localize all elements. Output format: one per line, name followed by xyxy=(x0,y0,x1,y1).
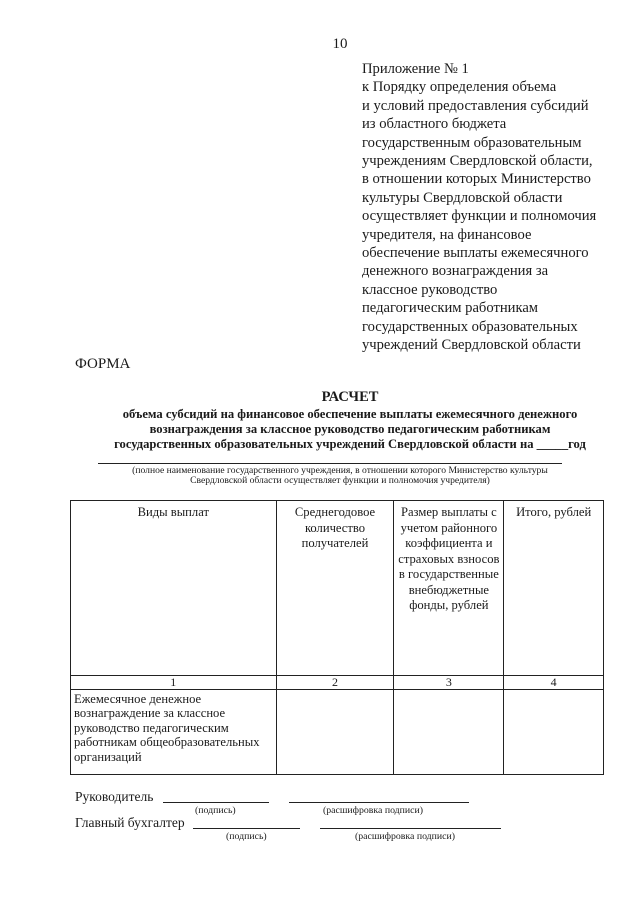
appendix-line: учреждений Свердловской области xyxy=(362,337,581,354)
form-label: ФОРМА xyxy=(75,356,131,372)
director-signature-caption: (подпись) xyxy=(195,805,236,816)
column-number: 4 xyxy=(504,676,604,690)
table-header-row xyxy=(71,501,604,676)
column-number: 1 xyxy=(71,676,277,690)
director-decoding-line[interactable] xyxy=(289,802,469,803)
director-signature-line[interactable] xyxy=(163,802,269,803)
director-label: Руководитель xyxy=(75,789,154,804)
payment-type-cell: Ежемесячное денежное вознаграждение за классное руководство педагогическим работникам общеобразовательных организаций xyxy=(71,690,277,775)
header-payment-amount: Размер выплаты с учетом районного коэффициента и страховых взносов в государственные внебюджетные фонды, рублей xyxy=(394,501,504,676)
column-number-row xyxy=(71,676,604,690)
director-decoding-caption: (расшифровка подписи) xyxy=(323,805,424,816)
appendix-line: из областного бюджета xyxy=(362,116,507,133)
appendix-header xyxy=(362,60,632,355)
institution-name-line[interactable] xyxy=(98,463,562,464)
appendix-line: учредителя, на финансовое xyxy=(362,226,532,243)
table-row xyxy=(71,690,604,775)
accountant-signature-line[interactable] xyxy=(193,828,300,829)
appendix-line: государственных образовательных xyxy=(362,318,578,335)
appendix-line: культуры Свердловской области xyxy=(362,189,563,206)
caption-line: (полное наименование государственного учреждения, в отношении которого Министерство культуры xyxy=(132,465,548,476)
total-cell[interactable] xyxy=(504,690,604,775)
amount-cell[interactable] xyxy=(394,690,504,775)
recipients-cell[interactable] xyxy=(276,690,394,775)
column-number: 3 xyxy=(394,676,504,690)
title-line: государственных образовательных учреждений Свердловской области на _____год xyxy=(114,437,586,451)
header-payment-types: Виды выплат xyxy=(71,501,277,676)
header-total: Итого, рублей xyxy=(504,501,604,676)
header-recipients: Среднегодовое количество получателей xyxy=(276,501,394,676)
accountant-signature-caption: (подпись) xyxy=(226,831,267,842)
appendix-line: денежного вознаграждения за xyxy=(362,263,549,280)
caption-line: Свердловской области осуществляет функции и полномочия учредителя) xyxy=(190,475,490,486)
institution-caption xyxy=(70,466,610,486)
appendix-line: в отношении которых Министерство xyxy=(362,171,591,188)
appendix-line: и условий предоставления субсидий xyxy=(362,97,589,114)
appendix-line: к Порядку определения объема xyxy=(362,79,557,96)
accountant-label: Главный бухгалтер xyxy=(75,815,185,830)
appendix-line: обеспечение выплаты ежемесячного xyxy=(362,245,589,262)
accountant-decoding-line[interactable] xyxy=(320,828,501,829)
appendix-line: классное руководство xyxy=(362,281,498,298)
page-number: 10 xyxy=(332,36,348,52)
appendix-line: осуществляет функции и полномочия xyxy=(362,208,597,225)
appendix-line: учреждениям Свердловской области, xyxy=(362,153,593,170)
calculation-table xyxy=(70,500,604,775)
title-line: вознаграждения за классное руководство педагогическим работникам xyxy=(149,422,551,436)
appendix-line: Приложение № 1 xyxy=(362,61,469,77)
column-number: 2 xyxy=(276,676,394,690)
appendix-line: педагогическим работникам xyxy=(362,300,539,317)
appendix-line: государственным образовательным xyxy=(362,134,582,151)
document-title: РАСЧЕТ xyxy=(321,389,379,405)
title-line: объема субсидий на финансовое обеспечение выплаты ежемесячного денежного xyxy=(122,407,578,421)
accountant-decoding-caption: (расшифровка подписи) xyxy=(355,831,456,842)
